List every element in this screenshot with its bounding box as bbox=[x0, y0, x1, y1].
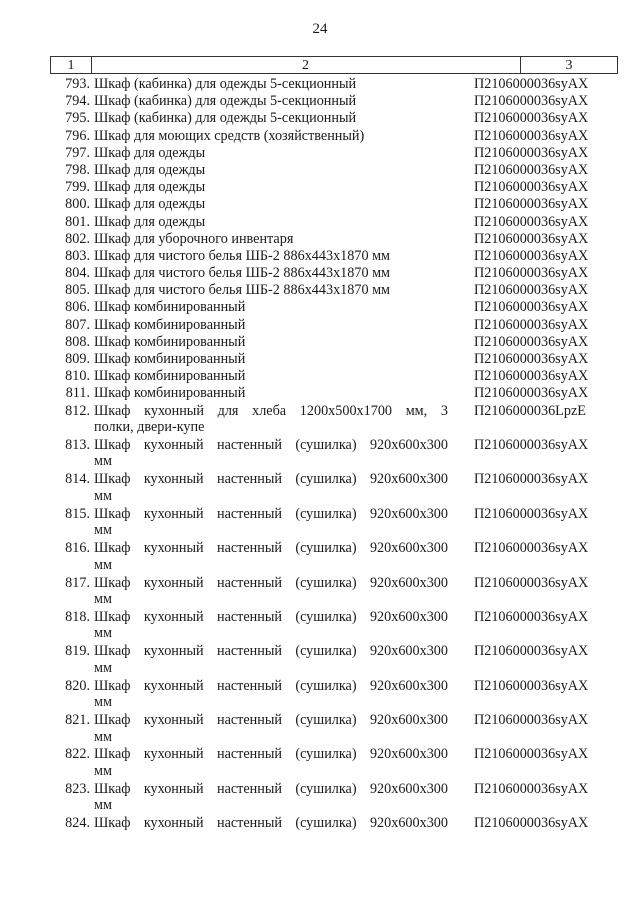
item-name bbox=[94, 128, 448, 145]
table-header-row bbox=[50, 56, 618, 74]
item-code: П2106000036syAX bbox=[474, 746, 589, 763]
row-number: 822. bbox=[65, 746, 90, 763]
table-row bbox=[0, 299, 640, 316]
table-row bbox=[0, 815, 640, 832]
table-row bbox=[0, 609, 640, 643]
item-code: П2106000036syAX bbox=[474, 333, 589, 350]
item-name-line: Шкаф комбинированный bbox=[94, 333, 246, 350]
item-name-continuation: мм bbox=[94, 453, 112, 470]
item-code: П2106000036syAX bbox=[474, 93, 589, 110]
item-name bbox=[94, 643, 448, 676]
table-row bbox=[0, 317, 640, 334]
item-code: П2106000036syAX bbox=[474, 574, 589, 591]
row-number: 793. bbox=[65, 76, 90, 92]
item-code: П2106000036syAX bbox=[474, 316, 589, 333]
item-name-line: Шкаф для одежды bbox=[94, 144, 206, 161]
item-name bbox=[94, 231, 448, 248]
item-name-line: Шкаф кухонный настенный (сушилка) 920x600x300 bbox=[94, 643, 448, 660]
row-number: 801. bbox=[65, 213, 90, 230]
item-name-continuation: мм bbox=[94, 522, 112, 539]
row-number: 824. bbox=[65, 815, 90, 832]
item-name bbox=[94, 712, 448, 745]
item-name-line: Шкаф для одежды bbox=[94, 213, 206, 230]
item-name-line: Шкаф комбинированный bbox=[94, 385, 246, 402]
item-code: П2106000036syAX bbox=[474, 247, 589, 264]
row-number: 799. bbox=[65, 179, 90, 196]
table-row bbox=[0, 746, 640, 780]
table-row bbox=[0, 128, 640, 145]
item-name-continuation: мм bbox=[94, 694, 112, 711]
item-name-line: Шкаф кухонный настенный (сушилка) 920x600x300 bbox=[94, 436, 448, 453]
item-name-line: Шкаф кухонный настенный (сушилка) 920x600x300 bbox=[94, 780, 448, 797]
table-row bbox=[0, 196, 640, 213]
item-code: П2106000036syAX bbox=[474, 213, 589, 230]
row-number: 807. bbox=[65, 316, 90, 333]
item-name bbox=[94, 385, 448, 402]
item-name bbox=[94, 317, 448, 334]
item-name bbox=[94, 76, 448, 93]
item-code: П2106000036syAX bbox=[474, 643, 589, 660]
item-name bbox=[94, 540, 448, 573]
item-name bbox=[94, 351, 448, 368]
table-row bbox=[0, 351, 640, 368]
item-name-line: Шкаф для чистого белья ШБ-2 886x443x1870 мм bbox=[94, 282, 391, 299]
item-name bbox=[94, 179, 448, 196]
item-name bbox=[94, 815, 448, 832]
item-name-line: Шкаф для чистого белья ШБ-2 886x443x1870 мм bbox=[94, 265, 391, 282]
item-code: П2106000036syAX bbox=[474, 127, 589, 144]
item-code: П2106000036syAX bbox=[474, 712, 589, 729]
table-row bbox=[0, 248, 640, 265]
item-name-line: Шкаф кухонный настенный (сушилка) 920x600x300 bbox=[94, 471, 448, 488]
item-code: П2106000036syAX bbox=[474, 505, 589, 522]
item-name bbox=[94, 265, 448, 282]
item-code: П2106000036LpzE bbox=[474, 402, 586, 419]
item-name bbox=[94, 746, 448, 779]
item-name bbox=[94, 162, 448, 179]
item-name-line: Шкаф для одежды bbox=[94, 161, 206, 178]
item-code: П2106000036syAX bbox=[474, 608, 589, 625]
item-code: П2106000036syAX bbox=[474, 144, 589, 161]
item-name bbox=[94, 609, 448, 642]
item-name bbox=[94, 248, 448, 265]
item-name-line: Шкаф комбинированный bbox=[94, 316, 246, 333]
item-name-line: Шкаф кухонный настенный (сушилка) 920x600x300 bbox=[94, 677, 448, 694]
table-row bbox=[0, 76, 640, 93]
table-row bbox=[0, 334, 640, 351]
item-name-continuation: мм bbox=[94, 797, 112, 814]
row-number: 796. bbox=[65, 127, 90, 144]
table-row bbox=[0, 471, 640, 505]
item-name-line: Шкаф кухонный настенный (сушилка) 920x600x300 bbox=[94, 574, 448, 591]
item-name-line: Шкаф кухонный настенный (сушилка) 920x600x300 bbox=[94, 815, 448, 832]
item-name bbox=[94, 506, 448, 539]
item-name-continuation: мм bbox=[94, 728, 112, 745]
table-row bbox=[0, 437, 640, 471]
table-row bbox=[0, 643, 640, 677]
table-row bbox=[0, 93, 640, 110]
item-code: П2106000036syAX bbox=[474, 76, 589, 92]
row-number: 808. bbox=[65, 333, 90, 350]
row-number: 802. bbox=[65, 230, 90, 247]
item-name bbox=[94, 678, 448, 711]
table-row bbox=[0, 506, 640, 540]
item-name-line: Шкаф для чистого белья ШБ-2 886x443x1870 мм bbox=[94, 247, 391, 264]
item-name-continuation: мм bbox=[94, 591, 112, 608]
item-code: П2106000036syAX bbox=[474, 540, 589, 557]
table-row bbox=[0, 110, 640, 127]
table-row bbox=[0, 678, 640, 712]
table-row bbox=[0, 265, 640, 282]
item-code: П2106000036syAX bbox=[474, 282, 589, 299]
item-name-line: Шкаф кухонный настенный (сушилка) 920x600x300 bbox=[94, 746, 448, 763]
item-name-line: Шкаф кухонный настенный (сушилка) 920x600x300 bbox=[94, 712, 448, 729]
table-row bbox=[0, 781, 640, 815]
item-name-line: Шкаф (кабинка) для одежды 5-секционный bbox=[94, 93, 357, 110]
item-code: П2106000036syAX bbox=[474, 385, 589, 402]
item-name-continuation: полки, двери-купе bbox=[94, 419, 205, 436]
item-code: П2106000036syAX bbox=[474, 265, 589, 282]
row-number: 815. bbox=[65, 505, 90, 522]
row-number: 817. bbox=[65, 574, 90, 591]
table-row bbox=[0, 214, 640, 231]
table-row bbox=[0, 403, 640, 437]
item-code: П2106000036syAX bbox=[474, 196, 589, 213]
row-number: 797. bbox=[65, 144, 90, 161]
table-row bbox=[0, 282, 640, 299]
item-name bbox=[94, 403, 448, 436]
row-number: 803. bbox=[65, 247, 90, 264]
row-number: 811. bbox=[65, 385, 90, 402]
item-name-line: Шкаф для моющих средств (хозяйственный) bbox=[94, 127, 365, 144]
item-code: П2106000036syAX bbox=[474, 351, 589, 367]
item-name bbox=[94, 214, 448, 231]
table-row bbox=[0, 385, 640, 402]
row-number: 810. bbox=[65, 368, 90, 385]
item-name-line: Шкаф кухонный настенный (сушилка) 920x600x300 bbox=[94, 505, 448, 522]
item-code: П2106000036syAX bbox=[474, 368, 589, 385]
item-name bbox=[94, 437, 448, 470]
row-number: 805. bbox=[65, 282, 90, 299]
row-number: 795. bbox=[65, 110, 90, 127]
item-code: П2106000036syAX bbox=[474, 815, 589, 832]
table-row bbox=[0, 368, 640, 385]
table-row bbox=[0, 540, 640, 574]
row-number: 794. bbox=[65, 93, 90, 110]
row-number: 798. bbox=[65, 161, 90, 178]
column-header-1: 1 bbox=[51, 57, 92, 74]
item-name-line: Шкаф для уборочного инвентаря bbox=[94, 230, 294, 247]
item-name bbox=[94, 145, 448, 162]
row-number: 804. bbox=[65, 265, 90, 282]
item-name-line: Шкаф кухонный настенный (сушилка) 920x600x300 bbox=[94, 608, 448, 625]
item-name-line: Шкаф комбинированный bbox=[94, 351, 246, 367]
table-row bbox=[0, 712, 640, 746]
row-number: 816. bbox=[65, 540, 90, 557]
item-code: П2106000036syAX bbox=[474, 780, 589, 797]
row-number: 819. bbox=[65, 643, 90, 660]
item-name-continuation: мм bbox=[94, 659, 112, 676]
page-number: 24 bbox=[312, 21, 328, 37]
item-name bbox=[94, 196, 448, 213]
row-number: 823. bbox=[65, 780, 90, 797]
item-name-line: Шкаф комбинированный bbox=[94, 368, 246, 385]
row-number: 806. bbox=[65, 299, 90, 316]
item-code: П2106000036syAX bbox=[474, 110, 589, 127]
item-name-line: Шкаф кухонный для хлеба 1200x500x1700 мм, 3 bbox=[94, 402, 448, 419]
row-number: 820. bbox=[65, 677, 90, 694]
item-name bbox=[94, 368, 448, 385]
item-name-continuation: мм bbox=[94, 487, 112, 504]
row-number: 809. bbox=[65, 351, 90, 367]
item-name bbox=[94, 471, 448, 504]
item-name bbox=[94, 334, 448, 351]
column-header-3: 3 bbox=[565, 58, 573, 73]
item-name-line: Шкаф (кабинка) для одежды 5-секционный bbox=[94, 110, 357, 127]
table-row bbox=[0, 145, 640, 162]
table-row bbox=[0, 231, 640, 248]
item-name-line: Шкаф для одежды bbox=[94, 179, 206, 196]
item-code: П2106000036syAX bbox=[474, 471, 589, 488]
item-name bbox=[94, 575, 448, 608]
row-number: 818. bbox=[65, 608, 90, 625]
item-code: П2106000036syAX bbox=[474, 677, 589, 694]
item-code: П2106000036syAX bbox=[474, 230, 589, 247]
item-name-line: Шкаф кухонный настенный (сушилка) 920x600x300 bbox=[94, 540, 448, 557]
row-number: 813. bbox=[65, 436, 90, 453]
row-number: 814. bbox=[65, 471, 90, 488]
item-name bbox=[94, 781, 448, 814]
item-name bbox=[94, 110, 448, 127]
table-row bbox=[0, 179, 640, 196]
row-number: 800. bbox=[65, 196, 90, 213]
row-number: 812. bbox=[65, 402, 90, 419]
item-name bbox=[94, 282, 448, 299]
item-name-continuation: мм bbox=[94, 556, 112, 573]
row-number: 821. bbox=[65, 712, 90, 729]
item-name-line: Шкаф (кабинка) для одежды 5-секционный bbox=[94, 76, 357, 92]
item-name-continuation: мм bbox=[94, 625, 112, 642]
table-row bbox=[0, 575, 640, 609]
item-name-line: Шкаф для одежды bbox=[94, 196, 206, 213]
column-header-2: 2 bbox=[91, 57, 521, 74]
item-code: П2106000036syAX bbox=[474, 299, 589, 316]
item-code: П2106000036syAX bbox=[474, 436, 589, 453]
item-code: П2106000036syAX bbox=[474, 179, 589, 196]
item-name bbox=[94, 93, 448, 110]
item-code: П2106000036syAX bbox=[474, 161, 589, 178]
item-name bbox=[94, 299, 448, 316]
table-body bbox=[0, 76, 640, 832]
item-name-continuation: мм bbox=[94, 762, 112, 779]
item-name-line: Шкаф комбинированный bbox=[94, 299, 246, 316]
table-row bbox=[0, 162, 640, 179]
